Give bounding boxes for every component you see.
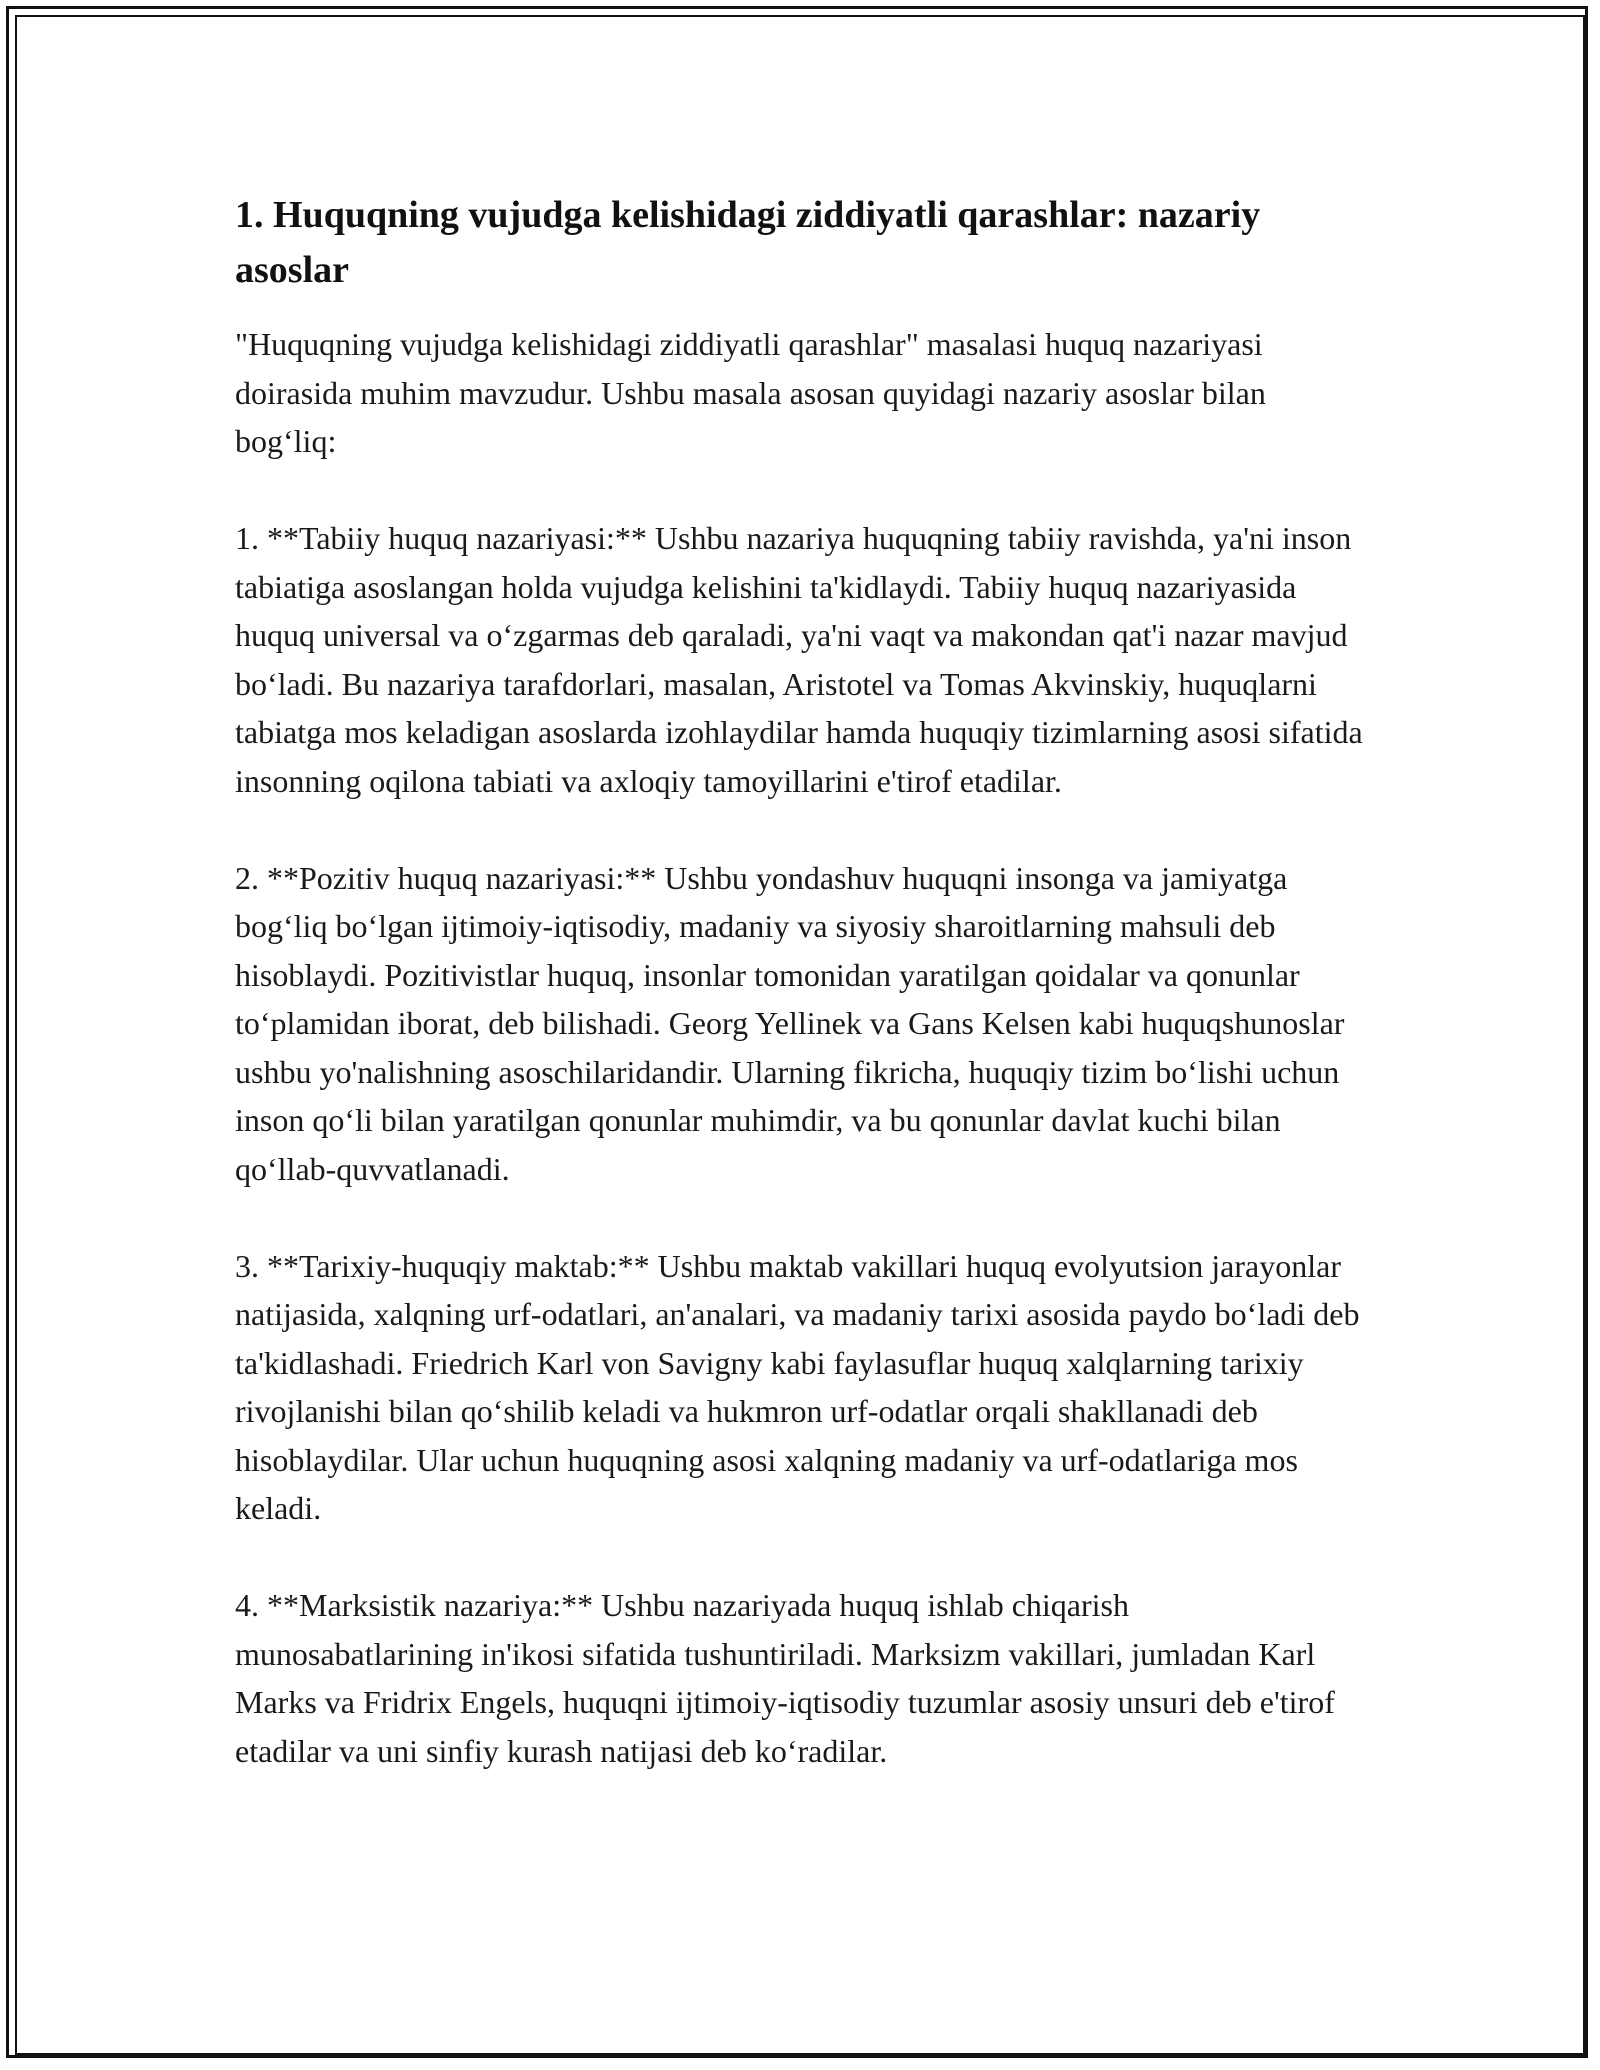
section-marxist-theory: 4. **Marksistik nazariya:** Ushbu nazariyada huquq ishlab chiqarish munosabatlarining in'ikosi sifatida tushuntiriladi. Marksizm vakillari, jumladan Karl Marks va Fridrix Engels, huquqni ijtimoiy-iqtisodiy tuzumlar asosiy unsuri deb e'tirof etadilar va uni sinfiy kurash natijasi deb ko‘radilar. <box>235 1587 1335 1769</box>
document-heading: 1. Huquqning vujudga kelishidagi ziddiyatli qarashlar: nazariy asoslar <box>235 194 1261 291</box>
document-body <box>235 188 1375 1775</box>
intro-paragraph: "Huquqning vujudga kelishidagi ziddiyatli qarashlar" masalasi huquq nazariyasi doirasida muhim mavzudur. Ushbu masala asosan quyidagi nazariy asoslar bilan bog‘liq: <box>235 326 1266 459</box>
section-positive-law: 2. **Pozitiv huquq nazariyasi:** Ushbu yondashuv huquqni insonga va jamiyatga bog‘liq bo‘lgan ijtimoiy-iqtisodiy, madaniy va siyosiy sharoitlarning mahsuli deb hisoblaydi. Pozitivistlar huquq, insonlar tomonidan yaratilgan qoidalar va qonunlar to‘plamidan iborat, deb bilishadi. Georg Yellinek va Gans Kelsen kabi huquqshunoslar ushbu yo'nalishning asoschilaridandir. Ularning fikricha, huquqiy tizim bo‘lishi uchun inson qo‘li bilan yaratilgan qonunlar muhimdir, va bu qonunlar davlat kuchi bilan qo‘llab-quvvatlanadi. <box>235 859 1345 1187</box>
section-historical-school: 3. **Tarixiy-huquqiy maktab:** Ushbu maktab vakillari huquq evolyutsion jarayonlar natijasida, xalqning urf-odatlari, an'analari, va madaniy tarixi asosida paydo bo‘ladi deb ta'kidlashadi. Friedrich Karl von Savigny kabi faylasuflar huquq xalqlarning tarixiy rivojlanishi bilan qo‘shilib keladi va hukmron urf-odatlar orqali shakllanadi deb hisoblaydilar. Ular uchun huquqning asosi xalqning madaniy va urf-odatlariga mos keladi. <box>235 1247 1360 1526</box>
section-natural-law: 1. **Tabiiy huquq nazariyasi:** Ushbu nazariya huquqning tabiiy ravishda, ya'ni inson tabiatiga asoslangan holda vujudga kelishini ta'kidlaydi. Tabiiy huquq nazariyasida huquq universal va o‘zgarmas deb qaraladi, ya'ni vaqt va makondan qat'i nazar mavjud bo‘ladi. Bu nazariya tarafdorlari, masalan, Aristotel va Tomas Akvinskiy, huquqlarni tabiatga mos keladigan asoslarda izohlaydilar hamda huquqiy tizimlarning asosi sifatida insonning oqilona tabiati va axloqiy tamoyillarini e'tirof etadilar. <box>235 520 1363 799</box>
